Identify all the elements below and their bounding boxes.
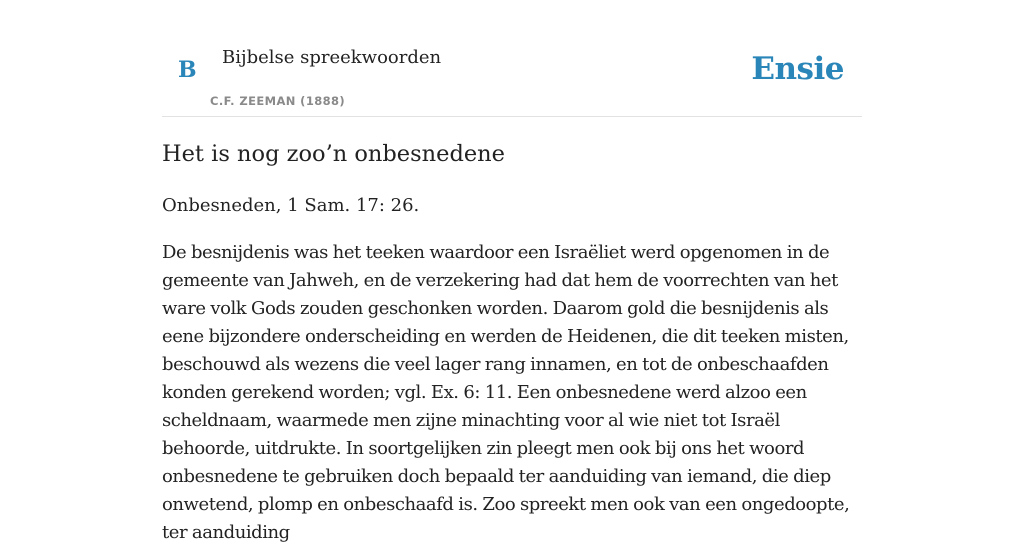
ensie-logo-link[interactable]: Ensie: [751, 51, 844, 87]
book-header: [162, 0, 862, 117]
book-title-link[interactable]: Bijbelse spreekwoorden: [222, 47, 442, 68]
book-initial-badge: B: [178, 57, 197, 83]
book-author: C.F. ZEEMAN (1888): [210, 94, 346, 108]
entry-title: Het is nog zoo’n onbesnedene: [162, 141, 505, 167]
bible-reference: Onbesneden, 1 Sam. 17: 26.: [162, 195, 420, 216]
entry-article: [162, 138, 862, 547]
entry-body-text: De besnijdenis was het teeken waardoor een Israëliet werd opgenomen in de gemeente van Jahweh, en de verzekering had dat hem de voorrechten van het ware volk Gods zouden geschonken worden. Daarom gold die besnijdenis als eene bijzondere onderscheiding en werden de Heidenen, die dit teeken misten, beschouwd als wezens die veel lager rang innamen, en tot de onbeschaafden konden gerekend worden; vgl. Ex. 6: 11. Een onbesnedene werd alzoo een scheldnaam, waarmede men zijne minachting voor al wie niet tot Israël behoorde, uitdrukte. In soortgelijken zin pleegt men ook bij ons het woord onbesnedene te gebruiken doch bepaald ter aanduiding van iemand, die diep onwetend, plomp en onbeschaafd is. Zoo spreekt men ook van een ongedoopte, ter aanduiding: [162, 242, 850, 543]
